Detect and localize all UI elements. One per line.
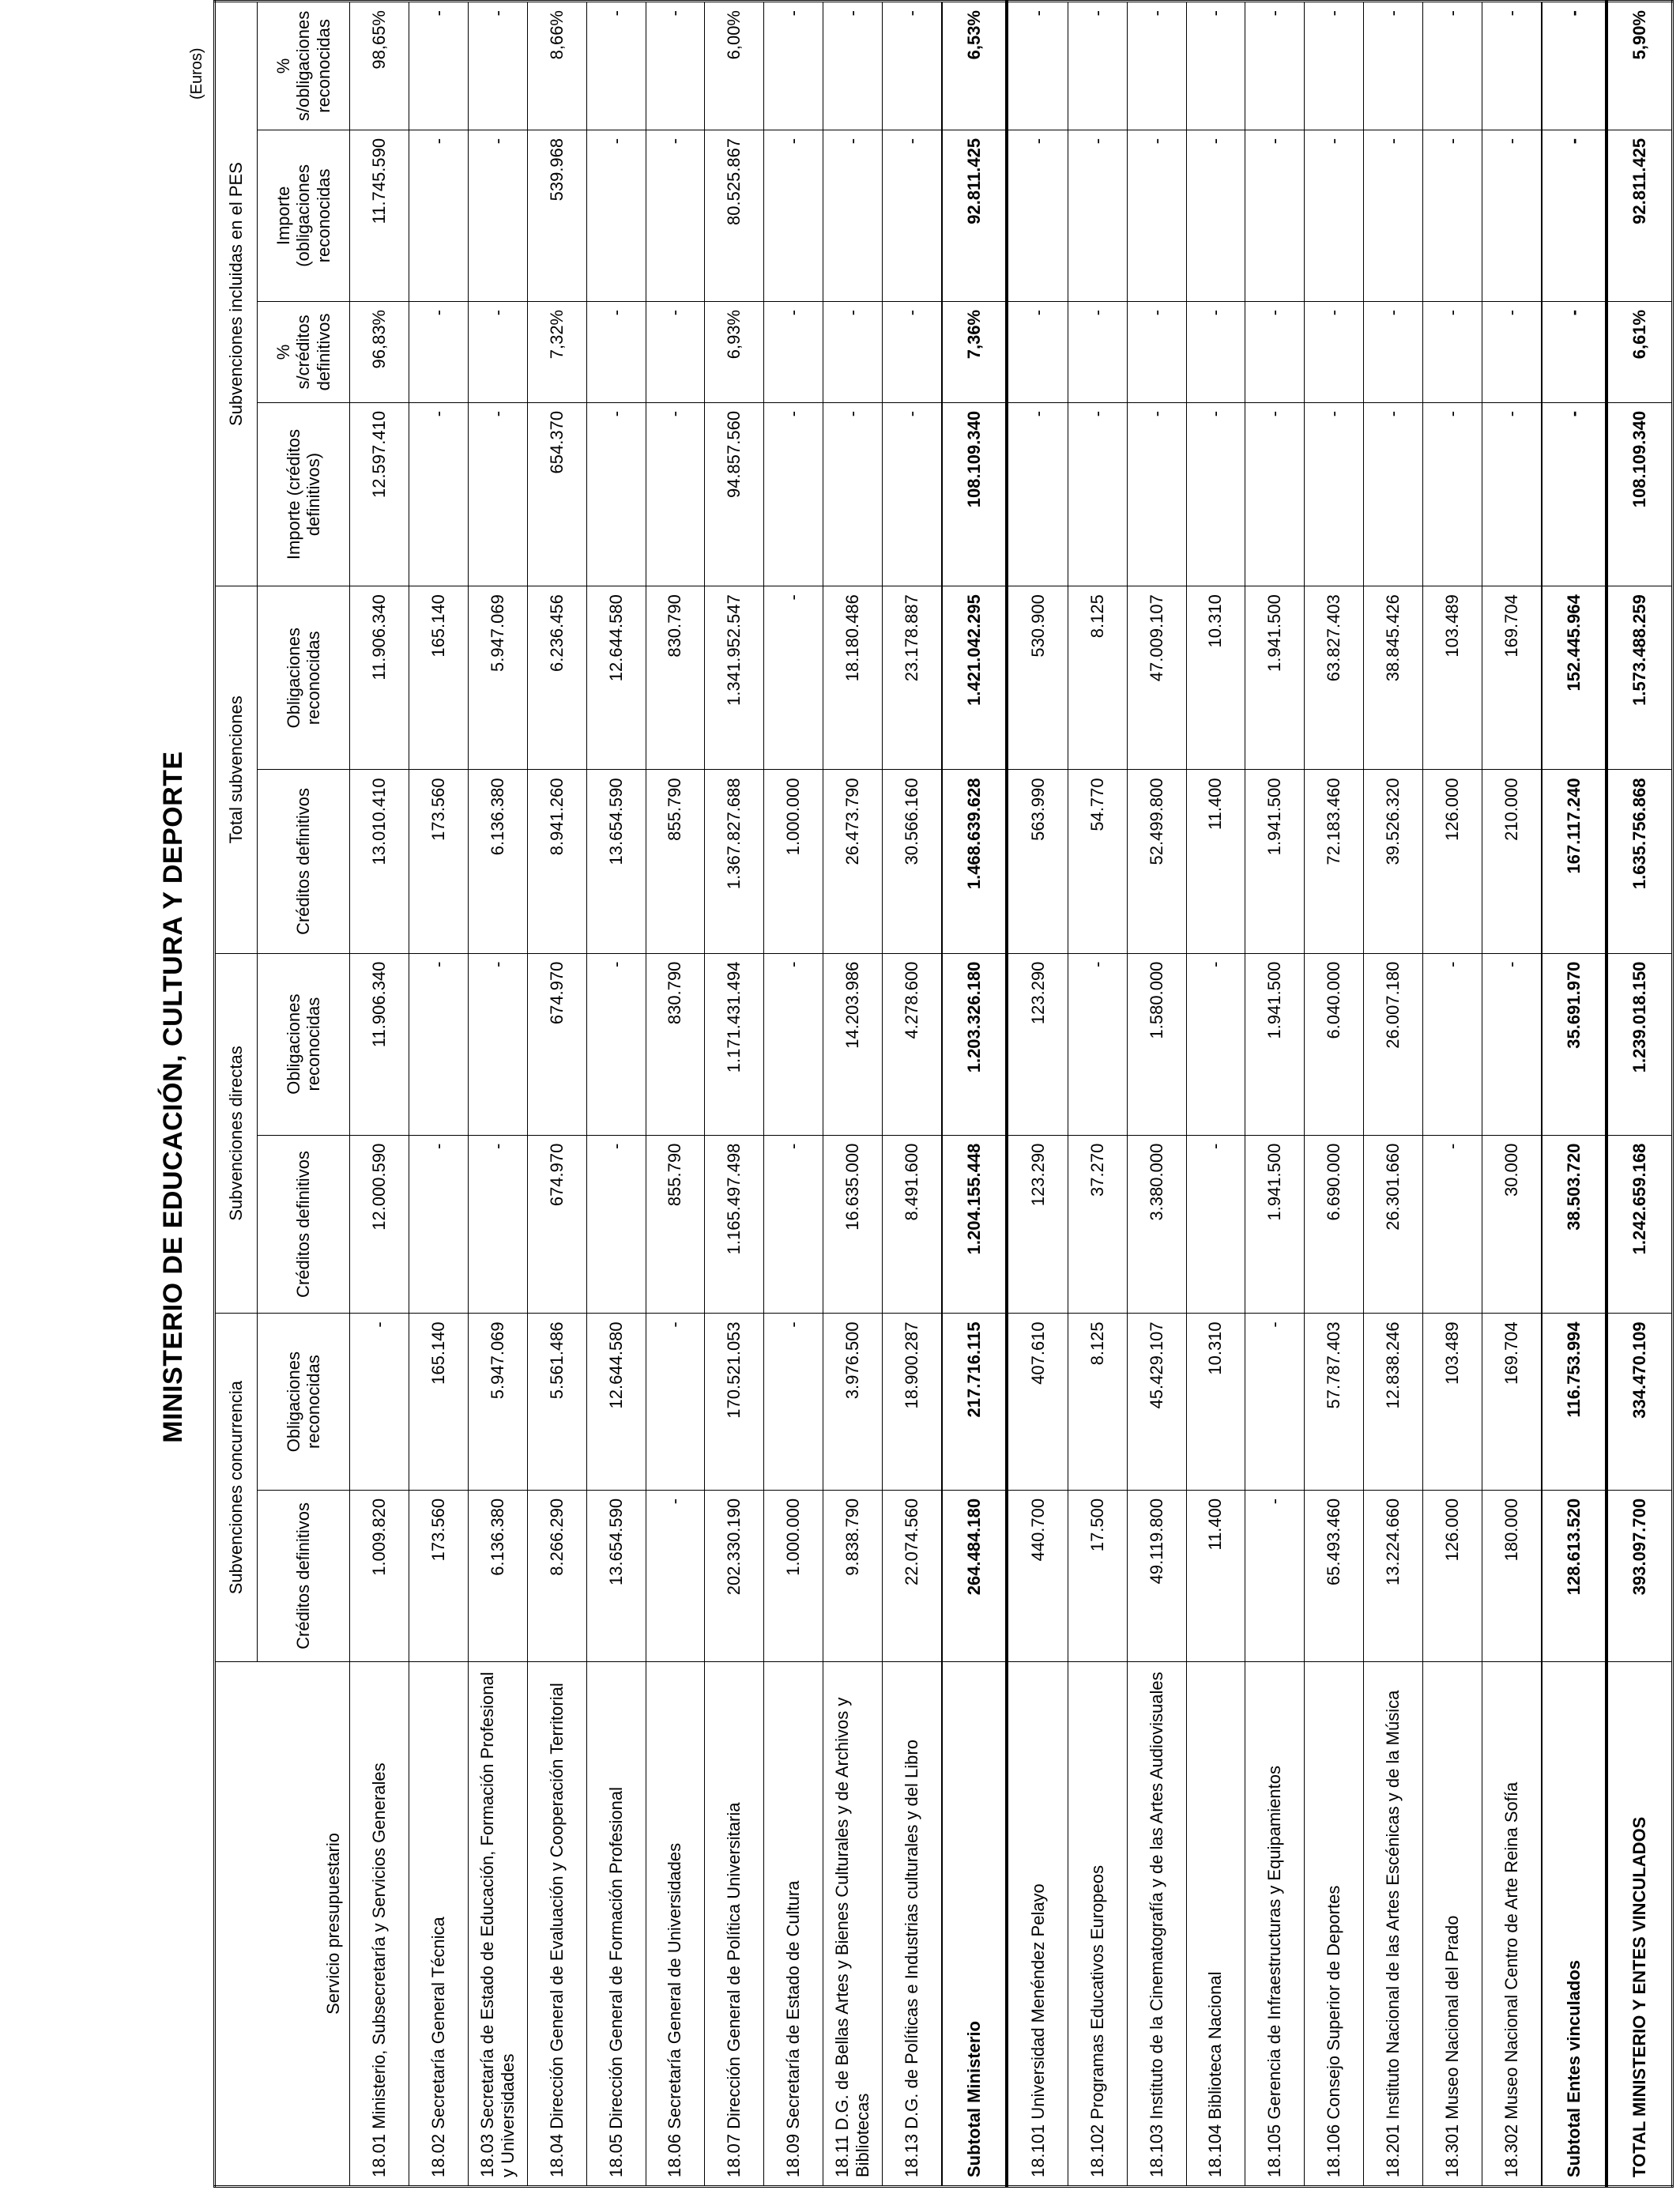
value-cell: -	[1305, 402, 1364, 586]
table-row	[883, 2, 943, 2187]
value-cell: 3.976.500	[823, 1314, 883, 1491]
value-cell: -	[1186, 1135, 1245, 1314]
value-cell: 830.790	[646, 586, 705, 770]
value-cell: -	[586, 402, 646, 586]
header-sub: Obligaciones reconocidas	[258, 953, 350, 1135]
value-cell: 3.380.000	[1127, 1135, 1186, 1314]
service-name-cell: 18.01 Ministerio, Subsecretaría y Servicios Generales	[350, 1661, 409, 2186]
value-cell: 1.204.155.448	[942, 1135, 1007, 1314]
table-row	[468, 2, 527, 2187]
value-cell: 13.010.410	[350, 770, 409, 953]
value-cell: 128.613.520	[1542, 1490, 1607, 1661]
value-cell: 5,90%	[1607, 2, 1672, 130]
value-cell: -	[1007, 301, 1068, 402]
value-cell: 6.040.000	[1305, 953, 1364, 1135]
value-cell: 8.941.260	[527, 770, 586, 953]
value-cell: -	[1186, 2, 1245, 130]
value-cell: 6.236.456	[527, 586, 586, 770]
value-cell: 123.290	[1007, 1135, 1068, 1314]
header-group-concurrencia: Subvenciones concurrencia	[215, 1314, 258, 1662]
value-cell: 92.811.425	[942, 130, 1007, 301]
value-cell: 57.787.403	[1305, 1314, 1364, 1491]
value-cell: 10.310	[1186, 1314, 1245, 1491]
service-name-cell: 18.101 Universidad Menéndez Pelayo	[1007, 1661, 1068, 2186]
value-cell: 674.970	[527, 953, 586, 1135]
value-cell: 830.790	[646, 953, 705, 1135]
value-cell: 11.906.340	[350, 586, 409, 770]
header-service: Servicio presupuestario	[215, 1661, 350, 2186]
value-cell: 7,32%	[527, 301, 586, 402]
value-cell: -	[1423, 130, 1482, 301]
value-cell: -	[1423, 953, 1482, 1135]
value-cell: 47.009.107	[1127, 586, 1186, 770]
value-cell: -	[409, 402, 468, 586]
value-cell: 202.330.190	[705, 1490, 764, 1661]
value-cell: 17.500	[1068, 1490, 1127, 1661]
value-cell: 96,83%	[350, 301, 409, 402]
value-cell: 12.838.246	[1364, 1314, 1423, 1491]
value-cell: -	[468, 2, 527, 130]
subsidies-table	[213, 0, 1674, 2188]
header-sub: Importe (créditos definitivos)	[258, 402, 350, 586]
value-cell: -	[1423, 1135, 1482, 1314]
value-cell: 6,61%	[1607, 301, 1672, 402]
value-cell: -	[1245, 130, 1305, 301]
value-cell: -	[409, 2, 468, 130]
value-cell: -	[1542, 402, 1607, 586]
value-cell: 173.560	[409, 770, 468, 953]
value-cell: 16.635.000	[823, 1135, 883, 1314]
header-sub: Créditos definitivos	[258, 1490, 350, 1661]
value-cell: -	[1423, 402, 1482, 586]
value-cell: 1.341.952.547	[705, 586, 764, 770]
value-cell: -	[468, 402, 527, 586]
value-cell: -	[823, 2, 883, 130]
header-sub: % s/créditos definitivos	[258, 301, 350, 402]
value-cell: -	[586, 1135, 646, 1314]
value-cell: 38.845.426	[1364, 586, 1423, 770]
service-name-cell: TOTAL MINISTERIO Y ENTES VINCULADOS	[1607, 1661, 1672, 2186]
value-cell: 54.770	[1068, 770, 1127, 953]
service-name-cell: 18.105 Gerencia de Infraestructuras y Equipamientos	[1245, 1661, 1305, 2186]
value-cell: -	[468, 1135, 527, 1314]
value-cell: 14.203.986	[823, 953, 883, 1135]
table-row	[1007, 2, 1068, 2187]
value-cell: 72.183.460	[1305, 770, 1364, 953]
value-cell: 39.526.320	[1364, 770, 1423, 953]
table-row	[1482, 2, 1543, 2187]
value-cell: 12.644.580	[586, 1314, 646, 1491]
value-cell: -	[1127, 2, 1186, 130]
value-cell: 1.242.659.168	[1607, 1135, 1672, 1314]
value-cell: -	[646, 2, 705, 130]
value-cell: 7,36%	[942, 301, 1007, 402]
value-cell: 539.968	[527, 130, 586, 301]
value-cell: 393.097.700	[1607, 1490, 1672, 1661]
service-name-cell: 18.104 Biblioteca Nacional	[1186, 1661, 1245, 2186]
value-cell: -	[409, 953, 468, 1135]
value-cell: 6,53%	[942, 2, 1007, 130]
table-row	[527, 2, 586, 2187]
value-cell: 152.445.964	[1542, 586, 1607, 770]
value-cell: 6.690.000	[1305, 1135, 1364, 1314]
value-cell: 18.900.287	[883, 1314, 943, 1491]
value-cell: 165.140	[409, 586, 468, 770]
value-cell: -	[1127, 130, 1186, 301]
value-cell: 18.180.486	[823, 586, 883, 770]
header-sub: Importe (obligaciones reconocidas	[258, 130, 350, 301]
value-cell: 5.947.069	[468, 586, 527, 770]
value-cell: -	[1482, 402, 1543, 586]
value-cell: 12.644.580	[586, 586, 646, 770]
value-cell: 169.704	[1482, 586, 1543, 770]
value-cell: 13.654.590	[586, 770, 646, 953]
value-cell: -	[1068, 130, 1127, 301]
value-cell: 165.140	[409, 1314, 468, 1491]
value-cell: 1.941.500	[1245, 586, 1305, 770]
table-row	[705, 2, 764, 2187]
value-cell: -	[1542, 301, 1607, 402]
value-cell: -	[1482, 2, 1543, 130]
value-cell: 13.654.590	[586, 1490, 646, 1661]
value-cell: -	[350, 1314, 409, 1491]
service-name-cell: 18.02 Secretaría General Técnica	[409, 1661, 468, 2186]
value-cell: -	[1364, 402, 1423, 586]
value-cell: -	[586, 130, 646, 301]
value-cell: -	[1482, 130, 1543, 301]
value-cell: -	[764, 953, 823, 1135]
value-cell: 169.704	[1482, 1314, 1543, 1491]
header-group-directas: Subvenciones directas	[215, 953, 258, 1314]
value-cell: 8.125	[1068, 586, 1127, 770]
value-cell: 126.000	[1423, 770, 1482, 953]
value-cell: -	[1068, 953, 1127, 1135]
service-name-cell: 18.102 Programas Educativos Europeos	[1068, 1661, 1127, 2186]
page-title: MINISTERIO DE EDUCACIÓN, CULTURA Y DEPORTE	[158, 751, 188, 1443]
value-cell: -	[1007, 130, 1068, 301]
value-cell: 4.278.600	[883, 953, 943, 1135]
value-cell: 1.941.500	[1245, 770, 1305, 953]
value-cell: 116.753.994	[1542, 1314, 1607, 1491]
value-cell: -	[1127, 402, 1186, 586]
value-cell: -	[1305, 130, 1364, 301]
value-cell: 30.566.160	[883, 770, 943, 953]
value-cell: 12.000.590	[350, 1135, 409, 1314]
value-cell: 1.580.000	[1127, 953, 1186, 1135]
service-name-cell: 18.11 D.G. de Bellas Artes y Bienes Culturales y de Archivos y Bibliotecas	[823, 1661, 883, 2186]
value-cell: -	[764, 402, 823, 586]
value-cell: 8.491.600	[883, 1135, 943, 1314]
value-cell: 6.136.380	[468, 1490, 527, 1661]
table-row	[1068, 2, 1127, 2187]
table-row	[409, 2, 468, 2187]
table-body	[350, 2, 1673, 2187]
value-cell: 80.525.867	[705, 130, 764, 301]
value-cell: 1.635.756.868	[1607, 770, 1672, 953]
table-row	[646, 2, 705, 2187]
value-cell: 6,00%	[705, 2, 764, 130]
value-cell: 9.838.790	[823, 1490, 883, 1661]
service-name-cell: 18.05 Dirección General de Formación Profesional	[586, 1661, 646, 2186]
value-cell: 1.000.000	[764, 1490, 823, 1661]
value-cell: -	[764, 586, 823, 770]
value-cell: -	[646, 1490, 705, 1661]
value-cell: 13.224.660	[1364, 1490, 1423, 1661]
value-cell: 11.906.340	[350, 953, 409, 1135]
table-row	[586, 2, 646, 2187]
value-cell: 170.521.053	[705, 1314, 764, 1491]
value-cell: 92.811.425	[1607, 130, 1672, 301]
value-cell: -	[586, 301, 646, 402]
table-row	[350, 2, 409, 2187]
value-cell: -	[883, 130, 943, 301]
value-cell: -	[409, 130, 468, 301]
value-cell: -	[1423, 2, 1482, 130]
header-group-total: Total subvenciones	[215, 586, 258, 953]
value-cell: 440.700	[1007, 1490, 1068, 1661]
value-cell: 63.827.403	[1305, 586, 1364, 770]
service-name-cell: 18.03 Secretaría de Estado de Educación, Formación Profesional y Universidades	[468, 1661, 527, 2186]
service-name-cell: 18.06 Secretaría General de Universidades	[646, 1661, 705, 2186]
value-cell: -	[1542, 2, 1607, 130]
value-cell: 167.117.240	[1542, 770, 1607, 953]
value-cell: 1.421.042.295	[942, 586, 1007, 770]
value-cell: -	[1186, 301, 1245, 402]
value-cell: -	[1364, 2, 1423, 130]
value-cell: 1.941.500	[1245, 953, 1305, 1135]
value-cell: 98,65%	[350, 2, 409, 130]
table-row	[764, 2, 823, 2187]
value-cell: 65.493.460	[1305, 1490, 1364, 1661]
value-cell: 173.560	[409, 1490, 468, 1661]
value-cell: -	[409, 301, 468, 402]
table-row	[1245, 2, 1305, 2187]
table-row	[1127, 2, 1186, 2187]
value-cell: -	[1245, 1314, 1305, 1491]
value-cell: 52.499.800	[1127, 770, 1186, 953]
value-cell: -	[586, 2, 646, 130]
value-cell: -	[468, 130, 527, 301]
value-cell: -	[1245, 301, 1305, 402]
value-cell: 8.266.290	[527, 1490, 586, 1661]
value-cell: -	[883, 402, 943, 586]
service-name-cell: 18.103 Instituto de la Cinematografía y de las Artes Audiovisuales	[1127, 1661, 1186, 2186]
value-cell: -	[646, 1314, 705, 1491]
value-cell: 1.165.497.498	[705, 1135, 764, 1314]
value-cell: -	[468, 953, 527, 1135]
value-cell: -	[764, 1135, 823, 1314]
value-cell: -	[1482, 301, 1543, 402]
value-cell: 264.484.180	[942, 1490, 1007, 1661]
service-name-cell: 18.301 Museo Nacional del Prado	[1423, 1661, 1482, 2186]
value-cell: 855.790	[646, 1135, 705, 1314]
total-row	[1607, 2, 1672, 2187]
value-cell: 8,66%	[527, 2, 586, 130]
value-cell: 334.470.109	[1607, 1314, 1672, 1491]
header-sub: % s/obligaciones reconocidas	[258, 2, 350, 130]
value-cell: -	[1482, 953, 1543, 1135]
subtotal-entes-row	[1542, 2, 1607, 2187]
value-cell: 407.610	[1007, 1314, 1068, 1491]
value-cell: -	[1423, 301, 1482, 402]
service-name-cell: 18.106 Consejo Superior de Deportes	[1305, 1661, 1364, 2186]
value-cell: 26.007.180	[1364, 953, 1423, 1135]
value-cell: 103.489	[1423, 586, 1482, 770]
value-cell: 1.009.820	[350, 1490, 409, 1661]
value-cell: -	[1186, 402, 1245, 586]
header-sub: Créditos definitivos	[258, 770, 350, 953]
value-cell: 35.691.970	[1542, 953, 1607, 1135]
value-cell: -	[1186, 130, 1245, 301]
value-cell: -	[1245, 402, 1305, 586]
value-cell: 94.857.560	[705, 402, 764, 586]
value-cell: -	[1007, 402, 1068, 586]
value-cell: 22.074.560	[883, 1490, 943, 1661]
value-cell: -	[1364, 301, 1423, 402]
service-name-cell: Subtotal Ministerio	[942, 1661, 1007, 2186]
value-cell: -	[1305, 301, 1364, 402]
value-cell: 5.947.069	[468, 1314, 527, 1491]
service-name-cell: 18.302 Museo Nacional Centro de Arte Reina Sofía	[1482, 1661, 1543, 2186]
value-cell: 108.109.340	[1607, 402, 1672, 586]
value-cell: 103.489	[1423, 1314, 1482, 1491]
value-cell: -	[1007, 2, 1068, 130]
value-cell: -	[409, 1135, 468, 1314]
value-cell: 30.000	[1482, 1135, 1543, 1314]
value-cell: -	[823, 301, 883, 402]
value-cell: 210.000	[1482, 770, 1543, 953]
value-cell: -	[1542, 130, 1607, 301]
header-group-pes: Subvenciones incluidas en el PES	[215, 2, 258, 586]
value-cell: 1.203.326.180	[942, 953, 1007, 1135]
value-cell: -	[823, 130, 883, 301]
value-cell: -	[764, 301, 823, 402]
value-cell: -	[764, 1314, 823, 1491]
value-cell: -	[1364, 130, 1423, 301]
value-cell: 23.178.887	[883, 586, 943, 770]
service-name-cell: 18.07 Dirección General de Política Universitaria	[705, 1661, 764, 2186]
value-cell: -	[468, 301, 527, 402]
table-row	[823, 2, 883, 2187]
service-name-cell: 18.09 Secretaría de Estado de Cultura	[764, 1661, 823, 2186]
value-cell: 26.473.790	[823, 770, 883, 953]
value-cell: 1.239.018.150	[1607, 953, 1672, 1135]
value-cell: -	[823, 402, 883, 586]
value-cell: 654.370	[527, 402, 586, 586]
header-sub: Obligaciones reconocidas	[258, 1314, 350, 1491]
value-cell: 6,93%	[705, 301, 764, 402]
currency-unit: (Euros)	[188, 47, 205, 100]
value-cell: -	[1186, 953, 1245, 1135]
value-cell: 10.310	[1186, 586, 1245, 770]
value-cell: 530.900	[1007, 586, 1068, 770]
value-cell: 11.400	[1186, 1490, 1245, 1661]
value-cell: 1.941.500	[1245, 1135, 1305, 1314]
value-cell: -	[1305, 2, 1364, 130]
value-cell: 11.745.590	[350, 130, 409, 301]
value-cell: 1.000.000	[764, 770, 823, 953]
value-cell: 1.468.639.628	[942, 770, 1007, 953]
value-cell: -	[1245, 2, 1305, 130]
value-cell: 6.136.380	[468, 770, 527, 953]
value-cell: 217.716.115	[942, 1314, 1007, 1491]
value-cell: -	[1068, 402, 1127, 586]
value-cell: 37.270	[1068, 1135, 1127, 1314]
header-sub: Créditos definitivos	[258, 1135, 350, 1314]
value-cell: 1.573.488.259	[1607, 586, 1672, 770]
table-row	[1364, 2, 1423, 2187]
value-cell: 563.990	[1007, 770, 1068, 953]
value-cell: 49.119.800	[1127, 1490, 1186, 1661]
value-cell: -	[764, 130, 823, 301]
value-cell: -	[646, 130, 705, 301]
value-cell: 45.429.107	[1127, 1314, 1186, 1491]
table-row	[1305, 2, 1364, 2187]
value-cell: 126.000	[1423, 1490, 1482, 1661]
value-cell: -	[883, 301, 943, 402]
table-row	[1423, 2, 1482, 2187]
value-cell: -	[1127, 301, 1186, 402]
value-cell: -	[883, 2, 943, 130]
value-cell: 123.290	[1007, 953, 1068, 1135]
header-sub: Obligaciones reconocidas	[258, 586, 350, 770]
value-cell: 1.367.827.688	[705, 770, 764, 953]
value-cell: 8.125	[1068, 1314, 1127, 1491]
value-cell: 5.561.486	[527, 1314, 586, 1491]
value-cell: 108.109.340	[942, 402, 1007, 586]
service-name-cell: 18.04 Dirección General de Evaluación y Cooperación Territorial	[527, 1661, 586, 2186]
value-cell: 674.970	[527, 1135, 586, 1314]
value-cell: -	[586, 953, 646, 1135]
value-cell: 26.301.660	[1364, 1135, 1423, 1314]
value-cell: 180.000	[1482, 1490, 1543, 1661]
value-cell: -	[1068, 2, 1127, 130]
value-cell: 855.790	[646, 770, 705, 953]
service-name-cell: Subtotal Entes vinculados	[1542, 1661, 1607, 2186]
value-cell: -	[764, 2, 823, 130]
value-cell: -	[646, 301, 705, 402]
value-cell: 38.503.720	[1542, 1135, 1607, 1314]
value-cell: 11.400	[1186, 770, 1245, 953]
value-cell: -	[1068, 301, 1127, 402]
service-name-cell: 18.201 Instituto Nacional de las Artes Escénicas y de la Música	[1364, 1661, 1423, 2186]
table-row	[1186, 2, 1245, 2187]
value-cell: 12.597.410	[350, 402, 409, 586]
value-cell: 1.171.431.494	[705, 953, 764, 1135]
value-cell: -	[1245, 1490, 1305, 1661]
subtotal-ministerio-row	[942, 2, 1007, 2187]
value-cell: -	[646, 402, 705, 586]
service-name-cell: 18.13 D.G. de Políticas e Industrias culturales y del Libro	[883, 1661, 943, 2186]
